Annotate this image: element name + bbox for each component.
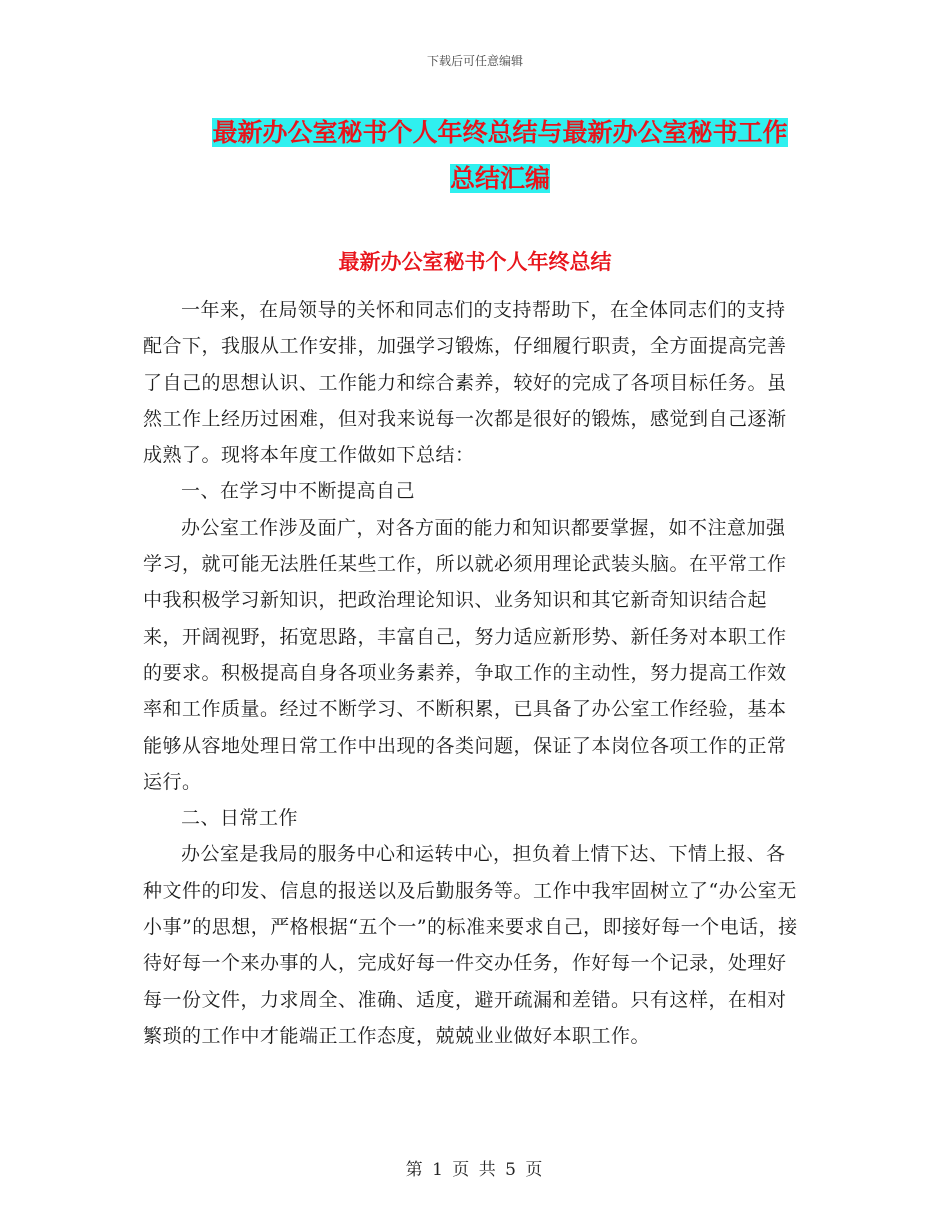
- paragraph-study: 办公室工作涉及面广，对各方面的能力和知识都要掌握，如不注意加强学习，就可能无法胜任某些工作，所以就必须用理论武装头脑。在平常工作中我积极学习新知识，把政治理论知识、业务知识和其它新奇知识结合起来，开阔视野，拓宽思路，丰富自己，努力适应新形势、新任务对本职工作的要求。积极提高自身各项业务素养，争取工作的主动性，努力提高工作效率和工作质量。经过不断学习、不断积累，已具备了办公室工作经验，基本能够从容地处理日常工作中出现的各类问题，保证了本岗位各项工作的正常运行。: [143, 516, 787, 793]
- body-text: [143, 292, 803, 1054]
- paragraph-daily-work: 办公室是我局的服务中心和运转中心，担负着上情下达、下情上报、各种文件的印发、信息的报送以及后勤服务等。工作中我牢固树立了“办公室无小事”的思想，严格根据“五个一”的标准来要求自己，即接好每一个电话，接待好每一个来办事的人，完成好每一件交办任务，作好每一个记录，处理好每一份文件，力求周全、准确、适度，避开疏漏和差错。只有这样，在相对繁琐的工作中才能端正工作态度，兢兢业业做好本职工作。: [143, 843, 798, 1047]
- heading-daily-work: 二、日常工作: [181, 807, 299, 830]
- document-title: [190, 110, 810, 202]
- section-title: 最新办公室秘书个人年终总结: [338, 250, 612, 274]
- document-title-line-2: 总结汇编: [449, 164, 550, 193]
- paragraph-intro: 一年来，在局领导的关怀和同志们的支持帮助下，在全体同志们的支持配合下，我服从工作安排，加强学习锻炼，仔细履行职责，全方面提高完善了自己的思想认识、工作能力和综合素养，较好的完成了各项目标任务。虽然工作上经历过困难，但对我来说每一次都是很好的锻炼，感觉到自己逐渐成熟了。现将本年度工作做如下总结：: [143, 299, 787, 467]
- document-title-line-1: 最新办公室秘书个人年终总结与最新办公室秘书工作: [212, 118, 788, 147]
- page-footer: 第 1 页 共 5 页: [405, 1160, 545, 1180]
- header-note: 下载后可任意编辑: [426, 54, 523, 68]
- heading-study: 一、在学习中不断提高自己: [181, 480, 416, 503]
